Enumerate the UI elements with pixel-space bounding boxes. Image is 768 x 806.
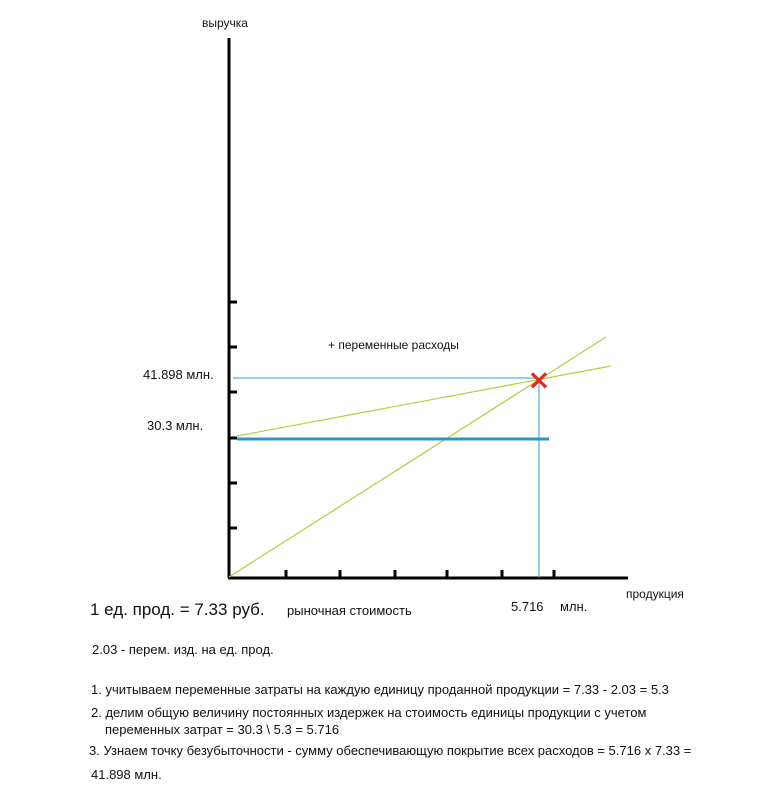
step-3-line-1: 3. Узнаем точку безубыточности - сумму обеспечивающую покрытие всех расходов = 5.716 x 7.33 = (89, 743, 692, 758)
x-value-breakeven: 5.716 (511, 599, 544, 614)
step-2-line-1: 2. делим общую величину постоянных издержек на стоимость единицы продукции с учетом (91, 705, 647, 720)
breakeven-marker-icon: × (527, 363, 551, 396)
unit-price-main: 1 ед. прод. = 7.33 руб. (90, 600, 265, 619)
step-1: 1. учитываем переменные затраты на каждую единицу проданной продукции = 7.33 - 2.03 = 5.3 (91, 682, 669, 697)
unit-var-cost: 2.03 - перем. изд. на ед. прод. (92, 642, 274, 657)
total-cost-line (237, 366, 611, 436)
y-axis-label: выручка (202, 16, 248, 30)
y-value-fixed: 30.3 млн. (147, 418, 204, 433)
y-value-revenue: 41.898 млн. (143, 367, 214, 382)
variable-costs-label: + переменные расходы (328, 338, 459, 352)
unit-price-suffix: рыночная стоимость (287, 603, 412, 618)
x-value-unit: млн. (560, 599, 588, 614)
x-axis-label: продукция (626, 587, 684, 601)
step-2-line-2: переменных затрат = 30.3 \ 5.3 = 5.716 (105, 722, 340, 737)
step-3-line-2: 41.898 млн. (91, 767, 162, 782)
